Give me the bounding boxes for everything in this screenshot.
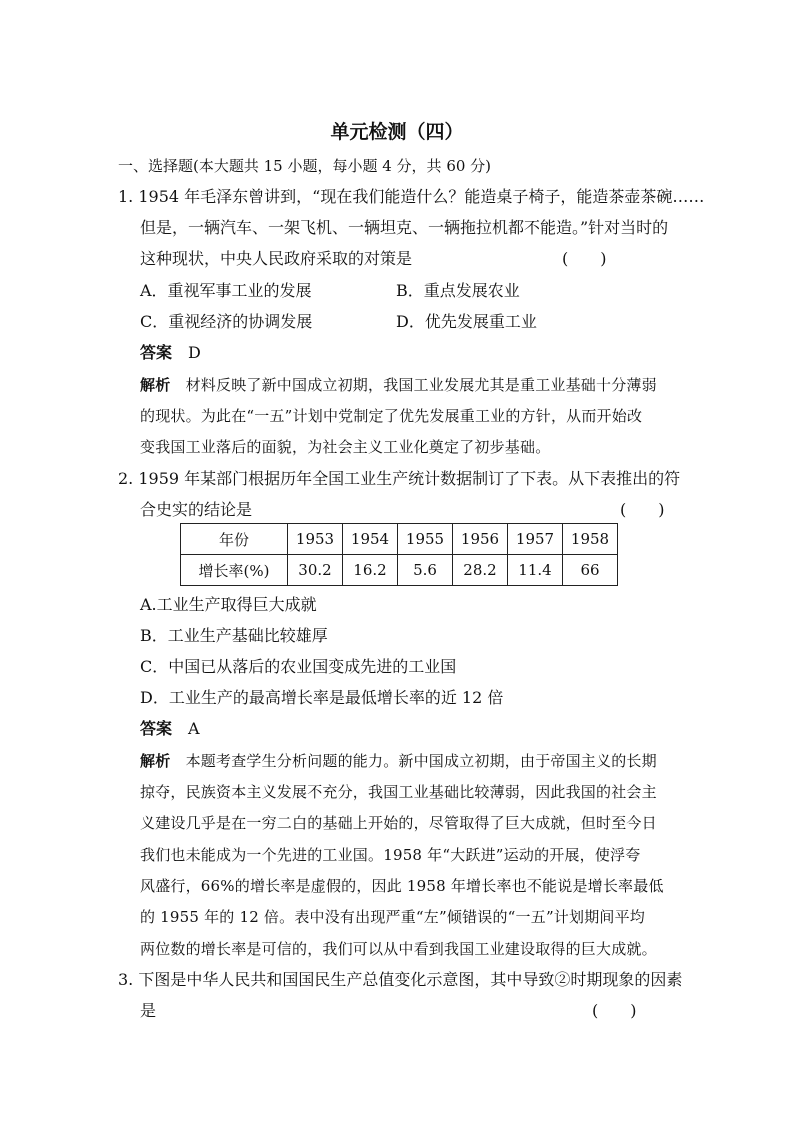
table-cell-year: 1956 xyxy=(453,524,508,555)
q1-explain-line-3: 变我国工业落后的面貌，为社会主义工业化奠定了初步基础。 xyxy=(140,438,551,456)
table-cell-rate: 28.2 xyxy=(453,555,508,586)
table-row-rates xyxy=(181,555,618,586)
q2-option-d: D．工业生产的最高增长率是最低增长率的近 12 倍 xyxy=(140,688,504,707)
q1-answer-label: 答案 xyxy=(140,343,173,362)
q1-option-a: A．重视军事工业的发展 xyxy=(140,281,312,300)
table-cell-year: 1953 xyxy=(288,524,343,555)
table-cell-year: 1957 xyxy=(508,524,563,555)
q1-stem-line-1: 1. 1954 年毛泽东曾讲到，“现在我们能造什么？能造桌子椅子，能造茶壶茶碗…… xyxy=(118,187,705,206)
table-cell-rate: 5.6 xyxy=(398,555,453,586)
q2-explain-line-7: 两位数的增长率是可信的，我们可以从中看到我国工业建设取得的巨大成就。 xyxy=(140,940,657,958)
table-header-cell: 年份 xyxy=(181,524,288,555)
q2-answer xyxy=(140,719,200,739)
industry-growth-table xyxy=(180,523,618,586)
q2-explain-line-4: 我们也未能成为一个先进的工业国。1958 年“大跃进”运动的开展，使浮夸 xyxy=(140,846,641,864)
table-cell-rate: 66 xyxy=(563,555,618,586)
q1-explain-text-1: 材料反映了新中国成立初期，我国工业发展尤其是重工业基础十分薄弱 xyxy=(185,376,657,394)
q3-stem-line-1: 3. 下图是中华人民共和国国民生产总值变化示意图，其中导致②时期现象的因素 xyxy=(118,970,683,989)
q1-stem-line-3: 这种现状，中央人民政府采取的对策是 xyxy=(140,249,413,268)
section-heading: 一、选择题(本大题共 15 小题，每小题 4 分，共 60 分) xyxy=(118,157,492,175)
q2-explain-line-6: 的 1955 年的 12 倍。表中没有出现严重“左”倾错误的“一五”计划期间平均 xyxy=(140,908,646,926)
table-cell-rate: 11.4 xyxy=(508,555,563,586)
q2-option-c: C．中国已从落后的农业国变成先进的工业国 xyxy=(140,657,457,676)
q2-option-b: B．工业生产基础比较雄厚 xyxy=(140,626,328,645)
q1-option-c: C．重视经济的协调发展 xyxy=(140,312,313,331)
table-cell-rate: 30.2 xyxy=(288,555,343,586)
table-cell-year: 1955 xyxy=(398,524,453,555)
table-row-label-cell: 增长率(%) xyxy=(181,555,288,586)
table-cell-rate: 16.2 xyxy=(343,555,398,586)
q1-answer-bracket: ( ) xyxy=(562,249,607,268)
q2-explain-line-2: 掠夺，民族资本主义发展不充分，我国工业基础比较薄弱，因此我国的社会主 xyxy=(140,783,657,801)
q2-answer-label: 答案 xyxy=(140,719,173,738)
q2-explain-label: 解析 xyxy=(140,752,171,770)
q1-option-b: B．重点发展农业 xyxy=(396,281,520,300)
q2-explain-line-3: 义建设几乎是在一穷二白的基础上开始的，尽管取得了巨大成就，但时至今日 xyxy=(140,814,657,832)
q2-stem-line-2: 合史实的结论是 xyxy=(140,500,253,519)
q1-explain-line-2: 的现状。为此在“一五”计划中党制定了优先发展重工业的方针，从而开始改 xyxy=(140,407,643,425)
q1-option-d: D．优先发展重工业 xyxy=(396,312,537,331)
q1-answer xyxy=(140,343,201,363)
table-cell-year: 1954 xyxy=(343,524,398,555)
table-row-years xyxy=(181,524,618,555)
q2-explain-line-5: 风盛行，66%的增长率是虚假的，因此 1958 年增长率也不能说是增长率最低 xyxy=(140,877,664,895)
q1-explain-label: 解析 xyxy=(140,376,171,394)
q1-stem-line-2: 但是，一辆汽车、一架飞机、一辆坦克、一辆拖拉机都不能造。”针对当时的 xyxy=(140,218,669,237)
q1-answer-value: D xyxy=(188,343,201,362)
q1-explain-line-1 xyxy=(140,375,657,395)
q2-option-a: A.工业生产取得巨大成就 xyxy=(140,595,317,614)
q2-answer-value: A xyxy=(188,719,200,738)
q2-explain-text-1: 本题考查学生分析问题的能力。新中国成立初期，由于帝国主义的长期 xyxy=(185,752,657,770)
q2-answer-bracket: ( ) xyxy=(620,500,665,519)
table-cell-year: 1958 xyxy=(563,524,618,555)
q2-explain-line-1 xyxy=(140,751,657,771)
q2-stem-line-1: 2. 1959 年某部门根据历年全国工业生产统计数据制订了下表。从下表推出的符 xyxy=(118,469,681,488)
page-title: 单元检测（四） xyxy=(330,121,464,143)
q3-stem-line-2: 是 xyxy=(140,1001,157,1020)
q3-answer-bracket: ( ) xyxy=(592,1001,637,1020)
